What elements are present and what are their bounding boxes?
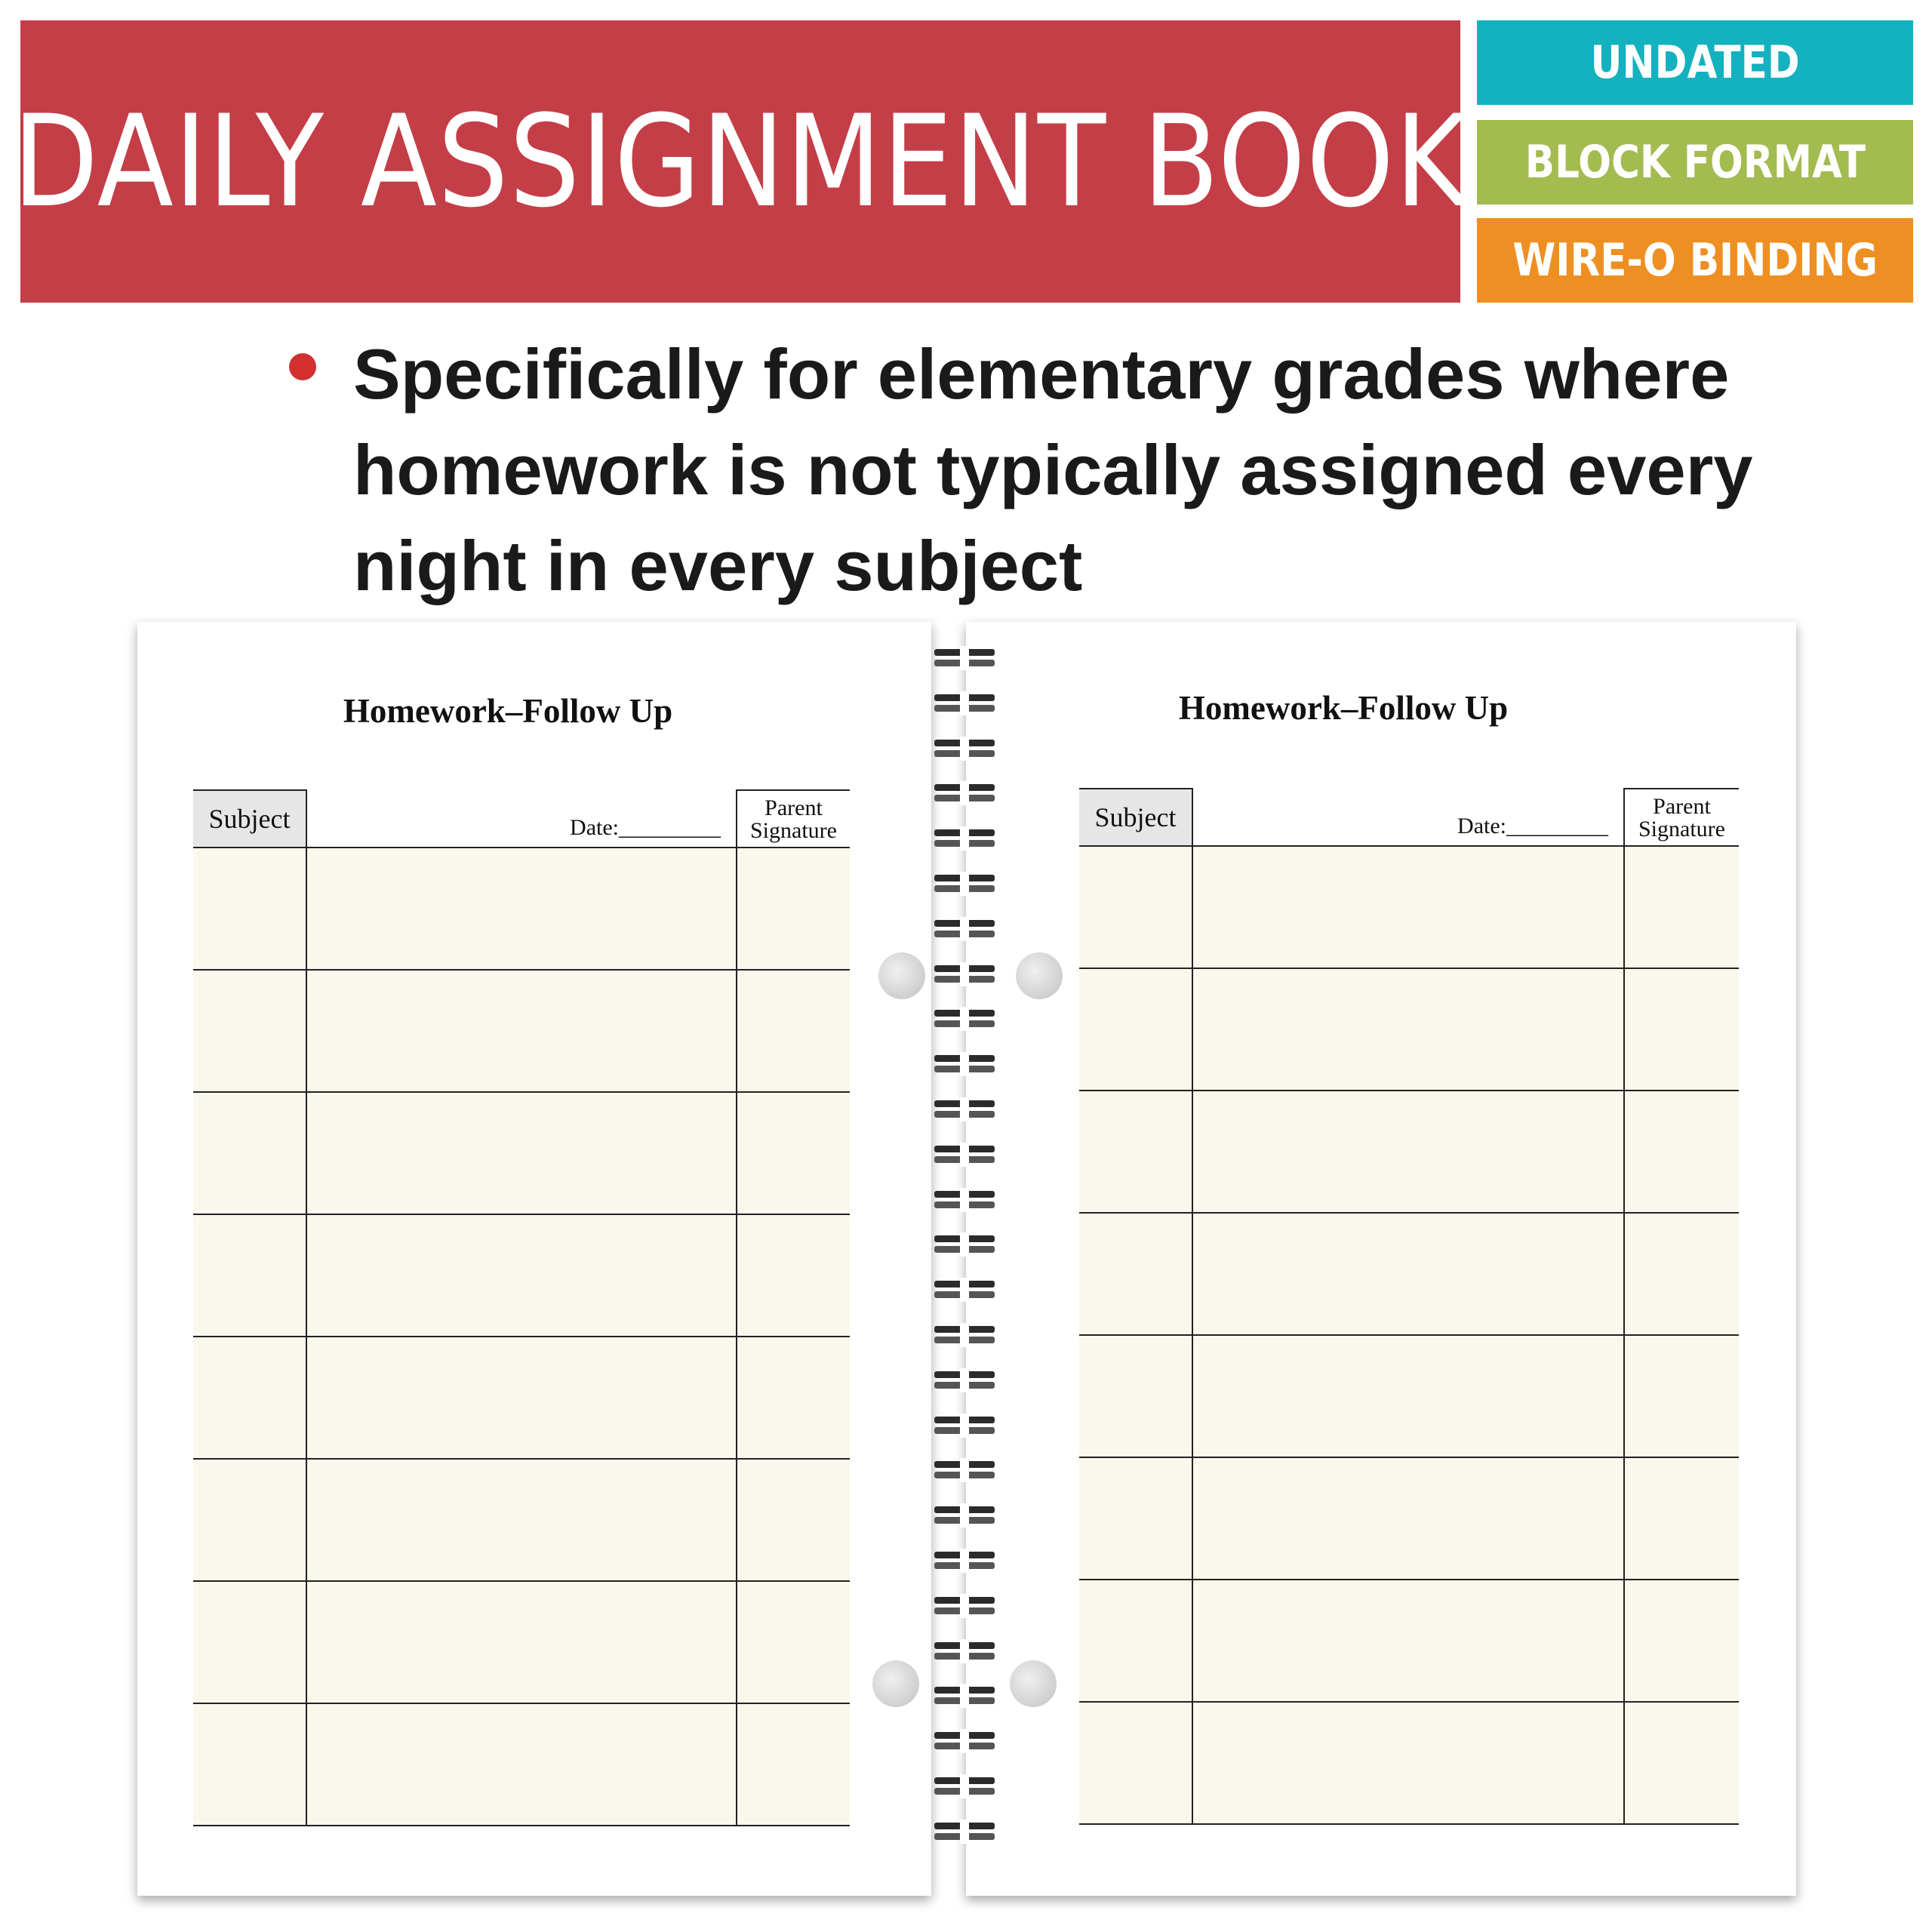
tag-wire-o-binding (1477, 218, 1913, 303)
table-row (1079, 1335, 1739, 1457)
wire-coil-icon (933, 1010, 996, 1028)
subject-header: Subject (193, 790, 306, 848)
wire-coil-icon (933, 740, 996, 758)
signature-cell (1624, 968, 1739, 1091)
wire-coil-icon (933, 784, 996, 802)
table-row (1079, 1457, 1739, 1580)
wire-coil-icon (933, 1777, 996, 1795)
table-row (1079, 1580, 1739, 1702)
subject-cell (1079, 1335, 1192, 1457)
punch-hole-icon (1010, 1660, 1057, 1707)
subject-cell (1079, 1580, 1192, 1702)
wire-coil-icon (933, 920, 996, 938)
right-homework-table (1079, 788, 1739, 1825)
wire-coil-icon (933, 1191, 996, 1209)
wire-coil-icon (933, 1461, 996, 1479)
right-page (966, 622, 1796, 1896)
assignment-cell (1192, 1213, 1624, 1335)
table-row (193, 848, 850, 970)
subject-header: Subject (1079, 789, 1192, 846)
table-row (193, 1459, 850, 1581)
signature-cell (737, 1337, 850, 1459)
assignment-cell (1192, 1335, 1624, 1457)
wire-coil-icon (933, 1055, 996, 1073)
punch-hole-icon (872, 1660, 919, 1707)
subject-cell (193, 1337, 306, 1459)
signature-cell (1624, 1457, 1739, 1580)
signature-cell (737, 1459, 850, 1581)
wire-coil-icon (933, 1732, 996, 1750)
date-field: Date:_________ (1192, 789, 1624, 846)
subject-cell (1079, 1091, 1192, 1213)
table-header-row (1079, 789, 1739, 846)
signature-cell (737, 1581, 850, 1703)
assignment-cell (306, 1337, 737, 1459)
subject-cell (193, 970, 306, 1092)
wire-coil-icon (933, 694, 996, 712)
subject-cell (193, 1214, 306, 1337)
assignment-cell (306, 848, 737, 970)
subject-cell (1079, 1702, 1192, 1824)
left-page (137, 622, 931, 1896)
assignment-cell (306, 1459, 737, 1581)
wire-coil-icon (933, 1687, 996, 1705)
left-page-title: Homework–Follow Up (343, 692, 673, 730)
parent-label: Parent (1653, 794, 1711, 819)
signature-cell (1624, 1580, 1739, 1702)
subject-cell (193, 1703, 306, 1826)
subject-cell (1079, 968, 1192, 1091)
wire-coil-icon (933, 649, 996, 667)
wire-coil-icon (933, 1506, 996, 1524)
assignment-cell (1192, 1091, 1624, 1213)
assignment-cell (306, 1092, 737, 1214)
wire-coil-icon (933, 965, 996, 983)
table-row (193, 970, 850, 1092)
table-row (193, 1214, 850, 1337)
parent-signature-header (1624, 789, 1739, 846)
bullet-dot-icon (289, 353, 316, 380)
feature-description: Specifically for elementary grades where homework is not typically assigned every night in every subject (353, 334, 1753, 605)
assignment-cell (306, 1214, 737, 1337)
subject-cell (1079, 1213, 1192, 1335)
signature-cell (1624, 1091, 1739, 1213)
wire-coil-icon (933, 1100, 996, 1118)
punch-hole-icon (1016, 952, 1063, 999)
table-row (1079, 1213, 1739, 1335)
signature-label: Signature (1638, 817, 1725, 841)
tag-wire-o-binding-label: WIRE-O BINDING (1512, 234, 1878, 287)
date-field: Date:_________ (306, 790, 737, 848)
wire-coil-icon (933, 1281, 996, 1299)
table-row (193, 1703, 850, 1826)
table-row (193, 1092, 850, 1214)
signature-cell (1624, 1702, 1739, 1824)
subject-cell (1079, 1457, 1192, 1580)
signature-cell (737, 970, 850, 1092)
tag-block-format (1477, 120, 1913, 205)
table-row (193, 1337, 850, 1459)
subject-cell (193, 1459, 306, 1581)
wire-coil-icon (933, 1552, 996, 1570)
table-row (1079, 846, 1739, 968)
assignment-cell (306, 1703, 737, 1826)
assignment-cell (1192, 846, 1624, 968)
punch-hole-icon (878, 952, 925, 999)
signature-cell (737, 1214, 850, 1337)
tag-block-format-label: BLOCK FORMAT (1524, 136, 1866, 189)
table-header-row (193, 790, 850, 848)
tag-undated (1477, 20, 1913, 105)
product-title: DAILY ASSIGNMENT BOOK (12, 88, 1469, 235)
signature-cell (737, 1703, 850, 1826)
wire-coil-icon (933, 829, 996, 848)
wire-coil-icon (933, 875, 996, 893)
wire-coil-icon (933, 1417, 996, 1435)
wire-coil-icon (933, 1371, 996, 1389)
right-page-title: Homework–Follow Up (1178, 689, 1509, 727)
signature-cell (1624, 1213, 1739, 1335)
assignment-cell (1192, 968, 1624, 1091)
tag-undated-label: UNDATED (1590, 36, 1800, 89)
assignment-cell (306, 1581, 737, 1703)
table-row (1079, 1091, 1739, 1213)
table-row (193, 1581, 850, 1703)
signature-cell (737, 848, 850, 970)
parent-label: Parent (764, 795, 823, 820)
table-row (1079, 1702, 1739, 1824)
subject-cell (193, 1092, 306, 1214)
signature-cell (737, 1092, 850, 1214)
wire-coil-icon (933, 1146, 996, 1164)
assignment-cell (1192, 1580, 1624, 1702)
table-row (1079, 968, 1739, 1091)
subject-cell (1079, 846, 1192, 968)
wire-coil-icon (933, 1597, 996, 1615)
assignment-cell (1192, 1457, 1624, 1580)
title-banner (12, 20, 1469, 303)
subject-cell (193, 848, 306, 970)
parent-signature-header (737, 790, 850, 848)
wire-coil-icon (933, 1326, 996, 1344)
subject-cell (193, 1581, 306, 1703)
left-homework-table (193, 789, 850, 1826)
signature-cell (1624, 1335, 1739, 1457)
assignment-cell (1192, 1702, 1624, 1824)
signature-cell (1624, 846, 1739, 968)
signature-label: Signature (750, 818, 837, 843)
wire-coil-icon (933, 1235, 996, 1254)
wire-coil-icon (933, 1823, 996, 1841)
wire-coil-icon (933, 1642, 996, 1660)
assignment-cell (306, 970, 737, 1092)
